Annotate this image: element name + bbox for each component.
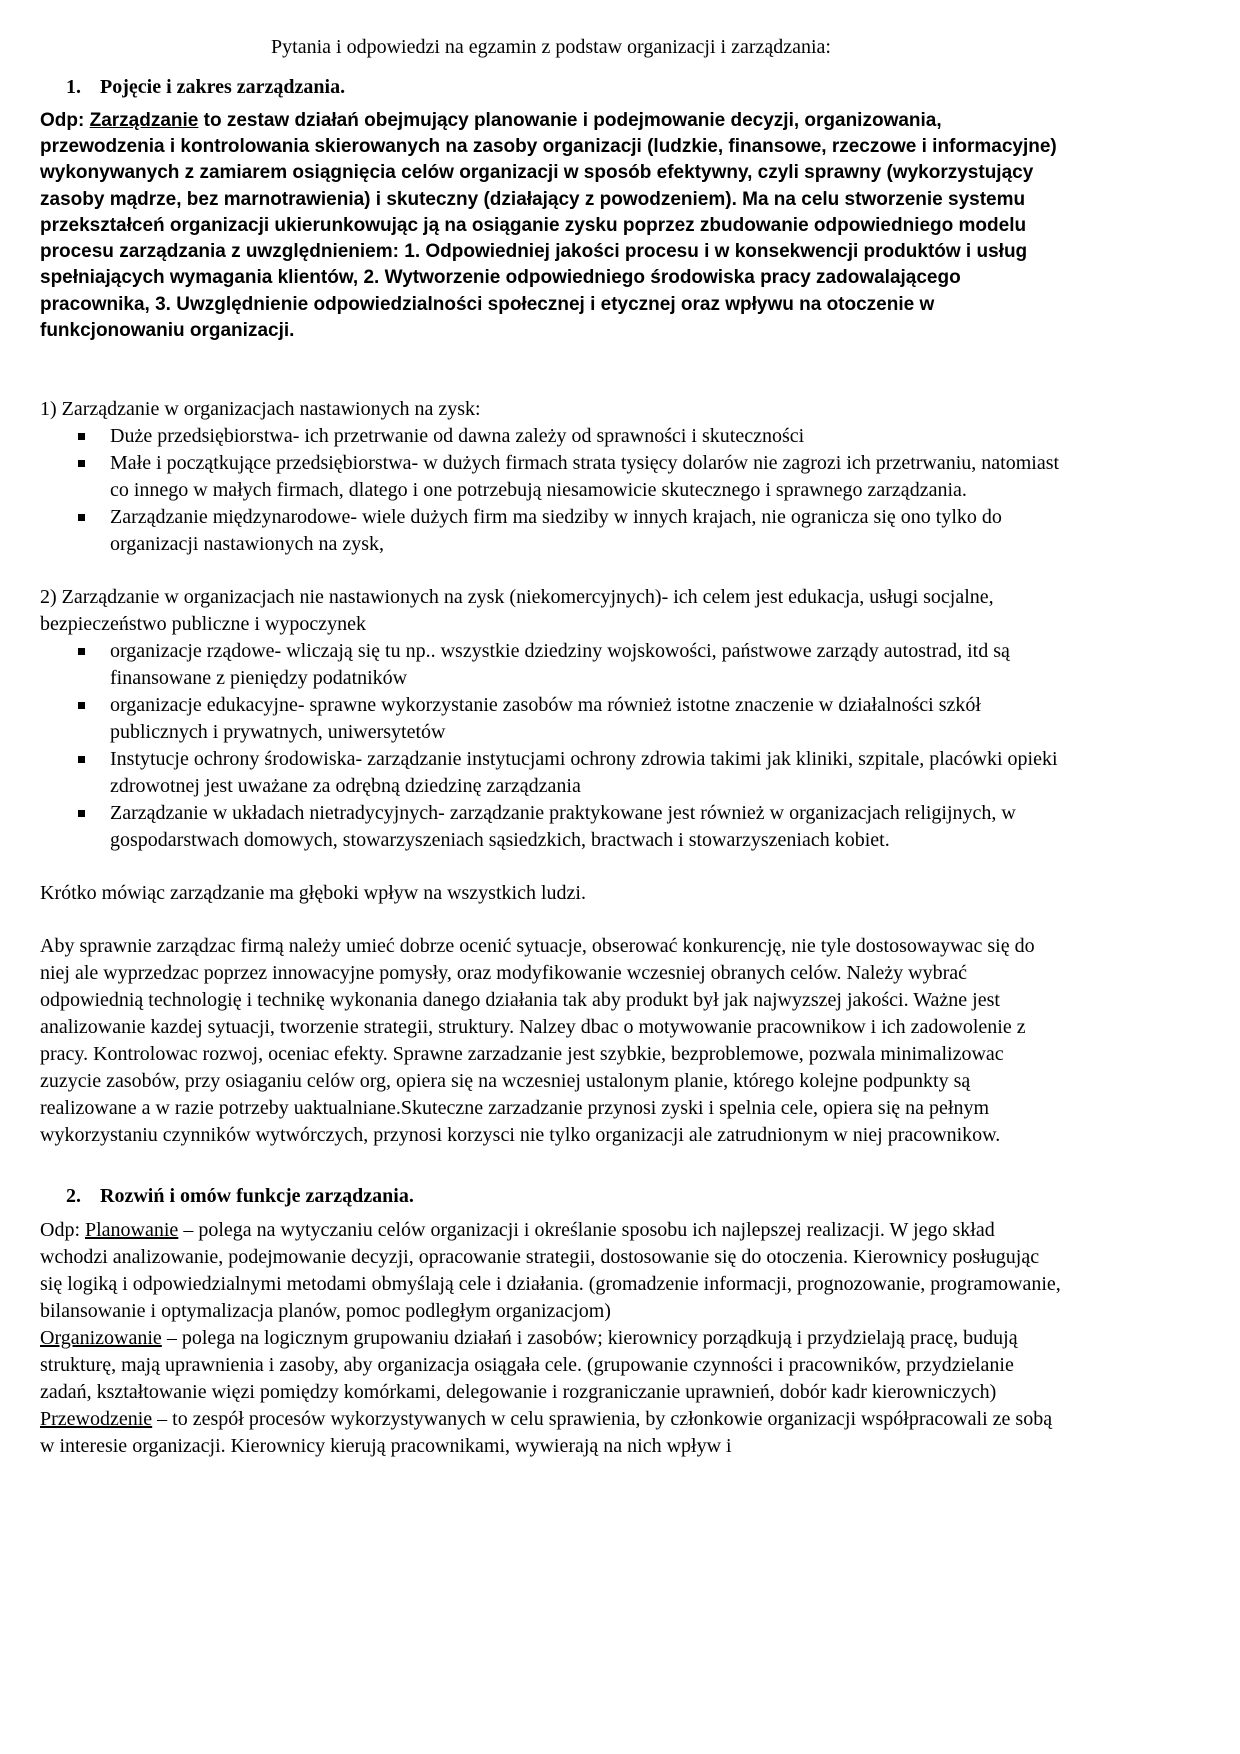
question-2-number: 2. xyxy=(66,1184,81,1207)
summary-paragraph: Krótko mówiąc zarządzanie ma głęboki wpływ na wszystkich ludzi. xyxy=(40,881,586,904)
question-2-heading xyxy=(40,1183,1062,1210)
function-term-underlined: Przewodzenie xyxy=(40,1407,153,1430)
function-przewodzenie-paragraph xyxy=(40,1406,1062,1460)
question-1-answer-paragraph xyxy=(40,108,1062,344)
nonprofit-bullet-list xyxy=(40,638,1062,854)
list-item xyxy=(40,504,1062,558)
function-body: – polega na logicznym grupowaniu działań i zasobów; kierownicy porządkują i przydzielają pracę, budują strukturę, mają uprawnienia i zasoby, aby organizacja osiągała cele. (grupowanie czynności i pracowników, przydzielanie zadań, kształtowanie więzi pomiędzy komórkami, delegowanie i rozgraniczanie uprawnień, dobór kadr kierowniczych) xyxy=(40,1326,1018,1403)
function-term-underlined: Planowanie xyxy=(85,1218,179,1241)
answer-term-underlined: Zarządzanie xyxy=(89,110,199,131)
bullet-marker xyxy=(78,514,85,521)
function-organizowanie-paragraph xyxy=(40,1325,1062,1406)
bullet-text: organizacje rządowe- wliczają się tu np.. wszystkie dziedziny wojskowości, państwowe zarządy autostrad, itd są finansowane z pieniędzy podatników xyxy=(110,639,1010,689)
bullet-marker xyxy=(78,756,85,763)
bullet-marker xyxy=(78,433,85,440)
bullet-text: Instytucje ochrony środowiska- zarządzanie instytucjami ochrony zdrowia takimi jak kliniki, szpitale, placówki opieki zdrowotnej jest uważane za odrębną dziedzinę zarządzania xyxy=(110,747,1058,797)
profit-section-intro: 1) Zarządzanie w organizacjach nastawionych na zysk: xyxy=(40,397,481,420)
function-planowanie-paragraph xyxy=(40,1217,1062,1325)
profit-bullet-list xyxy=(40,423,1062,558)
answer-prefix: Odp: xyxy=(40,110,90,131)
list-item xyxy=(40,638,1062,692)
bullet-text: Duże przedsiębiorstwa- ich przetrwanie od dawna zależy od sprawności i skuteczności xyxy=(110,424,805,447)
function-prefix: Odp: xyxy=(40,1218,85,1241)
function-term-underlined: Organizowanie xyxy=(40,1326,162,1349)
bullet-text: organizacje edukacyjne- sprawne wykorzystanie zasobów ma również istotne znaczenie w działalności szkół publicznych i prywatnych, uniwersytetów xyxy=(110,693,981,743)
bullet-text: Zarządzanie międzynarodowe- wiele dużych firm ma siedziby w innych krajach, nie ogranicza się ono tylko do organizacji nastawionych na zysk, xyxy=(110,505,1002,555)
discussion-paragraph: Aby sprawnie zarządzac firmą należy umieć dobrze ocenić sytuacje, obserować konkurencję, nie tyle dostosowaywac się do niej ale wyprzedzac poprzez innowacyjne pomysły, oraz modyfikowanie wczesniej obranych celów. Należy wybrać odpowiednią technologię i technikę wykonania danego działania tak aby produkt był jak najwyzszej jakości. Ważne jest analizowanie kazdej sytuacji, tworzenie strategii, struktury. Nalzey dbac o motywowanie pracownikow i ich zadowolenie z pracy. Kontrolowac rozwoj, oceniac efekty. Sprawne zarzadzanie jest szybkie, bezproblemowe, pozwala minimalizowac zuzycie zasobów, przy osiaganiu celów org, opiera się na wczesniej ustalonym planie, którego kolejne podpunkty są realizowane a w razie potrzeby uaktualniane.Skuteczne zarzadzanie przynosi zyski i spelnia cele, opiera się na pełnym wykorzystaniu czynników wytwórczych, przynosi korzysci nie tylko organizacji ale zatrudnionym w niej pracownikow. xyxy=(40,934,1035,1146)
list-item xyxy=(40,692,1062,746)
bullet-text: Zarządzanie w układach nietradycyjnych- zarządzanie praktykowane jest również w organizacjach religijnych, w gospodarstwach domowych, stowarzyszeniach sąsiedzkich, bractwach i stowarzyszeniach kobiet. xyxy=(110,801,1016,851)
list-item xyxy=(40,800,1062,854)
document-title: Pytania i odpowiedzi na egzamin z podstaw organizacji i zarządzania: xyxy=(271,36,831,58)
bullet-marker xyxy=(78,460,85,467)
list-item xyxy=(40,450,1062,504)
nonprofit-section-intro: 2) Zarządzanie w organizacjach nie nastawionych na zysk (niekomercyjnych)- ich celem jest edukacja, usługi socjalne, bezpieczeństwo publiczne i wypoczynek xyxy=(40,585,994,635)
list-item xyxy=(40,746,1062,800)
bullet-marker xyxy=(78,648,85,655)
answer-body: to zestaw działań obejmujący planowanie i podejmowanie decyzji, organizowania, przewodzenia i kontrolowania skierowanych na zasoby organizacji (ludzkie, finansowe, rzeczowe i informacyjne) wykonywanych z zamiarem osiągnięcia celów organizacji w sposób efektywny, czyli sprawny (wykorzystujący zasoby mądrze, bez marnotrawienia) i skuteczny (działający z powodzeniem). Ma na celu stworzenie systemu przekształceń organizacji ukierunkowując ją na osiąganie zysku poprzez zbudowanie odpowiedniego modelu procesu zarządzania z uwzględnieniem: 1. Odpowiedniej jakości procesu i w konsekwencji produktów i usług spełniających wymagania klientów, 2. Wytworzenie odpowiedniego środowiska pracy zadowalającego pracownika, 3. Uwzględnienie odpowiedzialności społecznej i etycznej oraz wpływu na otoczenie w funkcjonowaniu organizacji. xyxy=(40,110,1057,341)
bullet-marker xyxy=(78,702,85,709)
bullet-marker xyxy=(78,810,85,817)
question-1-number: 1. xyxy=(66,76,81,98)
question-2-title: Rozwiń i omów funkcje zarządzania. xyxy=(100,1184,414,1207)
bullet-text: Małe i początkujące przedsiębiorstwa- w dużych firmach strata tysięcy dolarów nie zagrozi ich przetrwaniu, natomiast co innego w małych firmach, dlatego i one potrzebują niesamowicie skutecznego i sprawnego zarządzania. xyxy=(110,451,1060,501)
question-1-title: Pojęcie i zakres zarządzania. xyxy=(100,76,346,98)
function-body: – to zespół procesów wykorzystywanych w celu sprawienia, by członkowie organizacji współpracowali ze sobą w interesie organizacji. Kierownicy kierują pracownikami, wywierają na nich wpływ i xyxy=(40,1407,1053,1457)
function-body: – polega na wytyczaniu celów organizacji i określanie sposobu ich najlepszej realizacji. W jego skład wchodzi analizowanie, podejmowanie decyzji, opracowanie strategii, dostosowanie się do otoczenia. Kierownicy posługując się logiką i odpowiedzialnymi metodami obmyślają cele i działania. (gromadzenie informacji, prognozowanie, programowanie, bilansowanie i optymalizacja planów, pomoc podległym organizacjom) xyxy=(40,1218,1061,1322)
question-1-heading xyxy=(40,74,1062,101)
list-item xyxy=(40,423,1062,450)
